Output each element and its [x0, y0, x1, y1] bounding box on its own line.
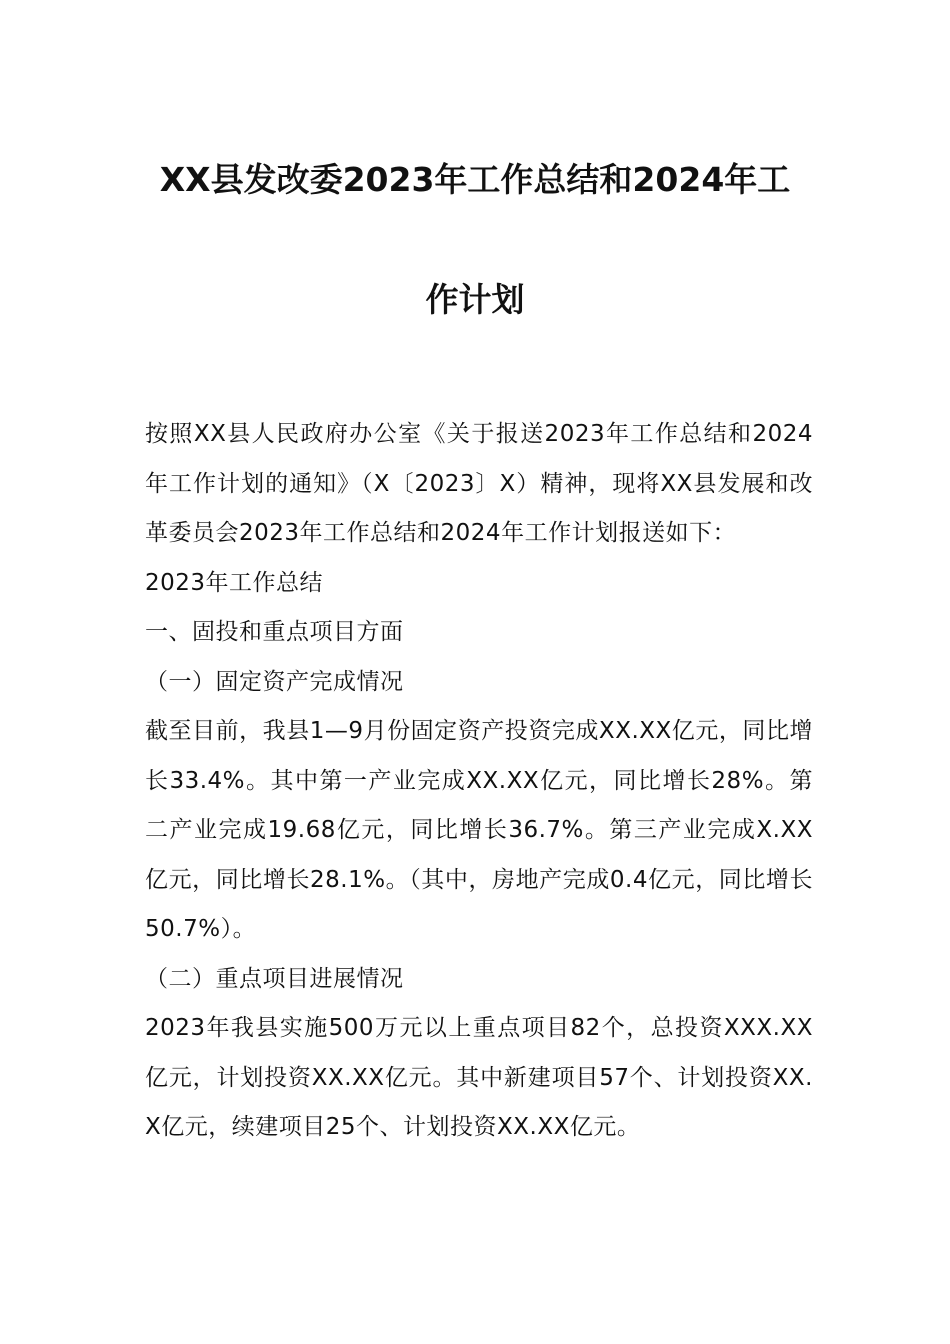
- fixed-assets-paragraph: 截至目前，我县1—9月份固定资产投资完成XX.XX亿元，同比增长33.4%。其中第一产业完成XX.XX亿元，同比增长28%。第二产业完成19.68亿元，同比增长36.7%。第三产业完成X.XX亿元，同比增长28.1%。（其中，房地产完成0.4亿元，同比增长50.7%）。: [145, 718, 813, 942]
- section-heading-investment: 一、固投和重点项目方面: [145, 619, 404, 645]
- section-heading-2023-summary: 2023年工作总结: [145, 569, 324, 596]
- subsection-heading-key-projects: （二）重点项目进展情况: [145, 965, 404, 992]
- document-body: [145, 410, 813, 1153]
- key-projects-paragraph: 2023年我县实施500万元以上重点项目82个，总投资XXX.XX亿元，计划投资XX.XX亿元。其中新建项目57个、计划投资XX.X亿元，续建项目25个、计划投资XX.XX亿元。: [145, 1015, 813, 1140]
- document-title-line-2: 作计划: [425, 280, 525, 319]
- document-title-line-1: XX县发改委2023年工作总结和2024年工: [159, 160, 791, 199]
- subsection-heading-fixed-assets: （一）固定资产完成情况: [145, 668, 404, 695]
- intro-paragraph: 按照XX县人民政府办公室《关于报送2023年工作总结和2024年工作计划的通知》（X〔2023〕X）精神，现将XX县发展和改革委员会2023年工作总结和2024年工作计划报送如下：: [145, 421, 813, 546]
